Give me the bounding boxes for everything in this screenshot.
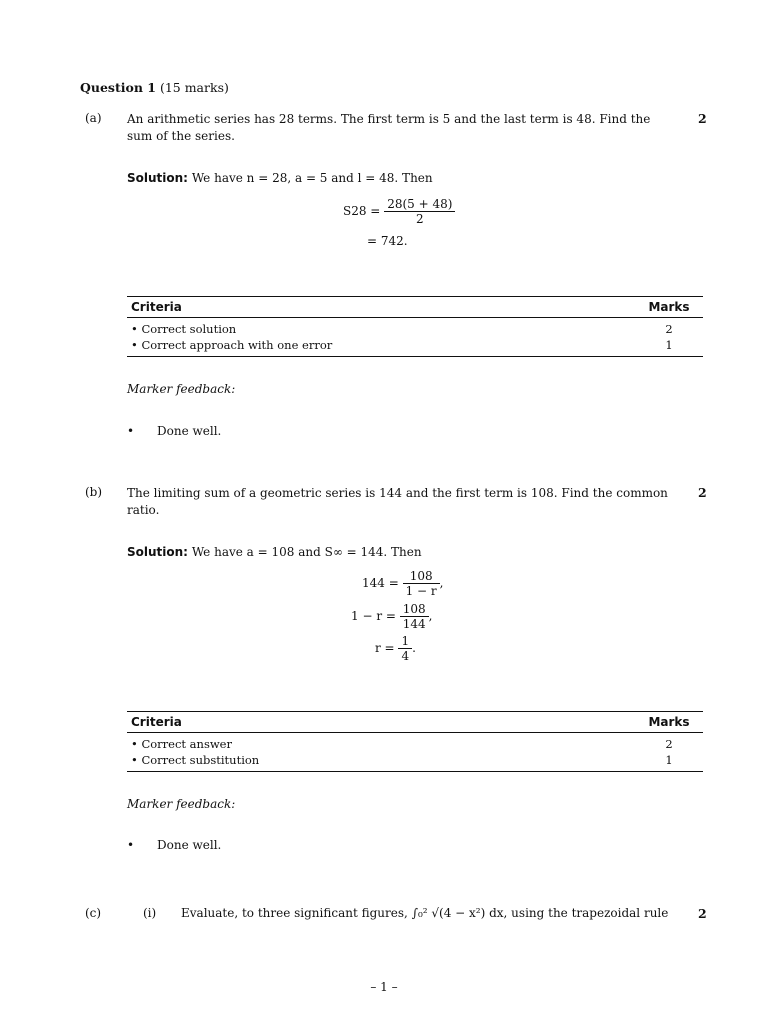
fraction-numerator: 108	[402, 602, 426, 616]
feedback-text: Done well.	[157, 424, 222, 438]
marks-header: Marks	[635, 297, 703, 318]
fraction-numerator: 108	[409, 569, 433, 583]
bullet-dot: •	[127, 424, 135, 438]
fraction	[398, 634, 412, 663]
question-title: Question 1	[80, 80, 156, 95]
solution-label: Solution:	[127, 171, 188, 185]
part-a-criteria-table	[127, 296, 703, 357]
question-marks-note: (15 marks)	[159, 80, 229, 95]
criteria-text: • Correct answer	[131, 737, 232, 751]
fraction	[384, 197, 455, 226]
solution-text: We have n = 28, a = 5 and l = 48. Then	[191, 171, 433, 185]
fraction	[400, 602, 429, 631]
fraction-numerator: 1	[401, 634, 410, 648]
eq-lhs: S28 =	[343, 204, 381, 218]
part-b-feedback-item	[127, 838, 221, 852]
fraction-numerator: 28(5 + 48)	[387, 197, 453, 211]
criteria-row	[127, 337, 703, 357]
part-c-marks: 2	[698, 906, 707, 921]
eq-lhs: 144 =	[362, 576, 399, 590]
fraction-denominator: 2	[384, 211, 455, 226]
criteria-mark: 2	[665, 322, 673, 336]
part-b-equation-1: 144 = $\frac{108}{1 - r}$ ,	[362, 569, 444, 598]
question-text-before: Evaluate, to three significant figures,	[181, 906, 408, 920]
criteria-text: • Correct approach with one error	[127, 337, 635, 357]
part-a-feedback-label: Marker feedback:	[127, 382, 236, 396]
part-a-label: (a)	[85, 111, 102, 125]
bullet-dot: •	[127, 838, 135, 852]
criteria-header: Criteria	[127, 297, 635, 318]
criteria-text: • Correct solution	[131, 322, 237, 336]
fraction-denominator: 144	[400, 616, 429, 631]
part-b-equation-3: r = $\frac{1}{4}$ .	[375, 634, 416, 663]
part-a-equation-2: = 742.	[367, 234, 408, 248]
part-b-solution	[127, 545, 422, 559]
part-a-equation-1	[343, 197, 455, 226]
integral-expression: ∫₀² √(4 − x²) dx	[411, 906, 504, 920]
criteria-row	[127, 752, 703, 772]
criteria-row	[127, 733, 703, 753]
criteria-text: • Correct substitution	[127, 752, 635, 772]
solution-text: We have a = 108 and S∞ = 144. Then	[191, 545, 422, 559]
criteria-mark: 1	[635, 752, 703, 772]
question-text-after: , using the trapezoidal rule	[503, 906, 669, 920]
solution-label: Solution:	[127, 545, 188, 559]
part-b-marks: 2	[698, 485, 707, 500]
marks-header: Marks	[635, 712, 703, 733]
part-a-feedback-item	[127, 424, 221, 438]
criteria-mark: 2	[665, 737, 673, 751]
eq-lhs: r =	[375, 641, 395, 655]
fraction-denominator: 1 − r	[403, 583, 440, 598]
part-a-marks: 2	[698, 111, 707, 126]
part-c-question	[181, 906, 668, 920]
part-c-label: (c)	[85, 906, 102, 920]
criteria-row	[127, 318, 703, 338]
fraction	[403, 569, 440, 598]
page-number: – 1 –	[370, 980, 398, 994]
part-a-solution	[127, 171, 433, 185]
part-c-sub-label: (i)	[143, 906, 157, 920]
feedback-text: Done well.	[157, 838, 222, 852]
part-b-question: The limiting sum of a geometric series is 144 and the first term is 108. Find the common ratio.	[127, 486, 668, 517]
part-a-question: An arithmetic series has 28 terms. The first term is 5 and the last term is 48. Find the sum of the series.	[127, 112, 651, 143]
part-b-equation-2: 1 − r = $\frac{108}{144}$ ,	[351, 602, 433, 631]
fraction-denominator: 4	[398, 648, 412, 663]
question-header	[80, 80, 229, 95]
eq-lhs: 1 − r =	[351, 609, 396, 623]
part-b-criteria-table	[127, 711, 703, 772]
part-b-label: (b)	[85, 485, 103, 499]
criteria-mark: 1	[635, 337, 703, 357]
criteria-header: Criteria	[127, 712, 635, 733]
part-b-feedback-label: Marker feedback:	[127, 797, 236, 811]
